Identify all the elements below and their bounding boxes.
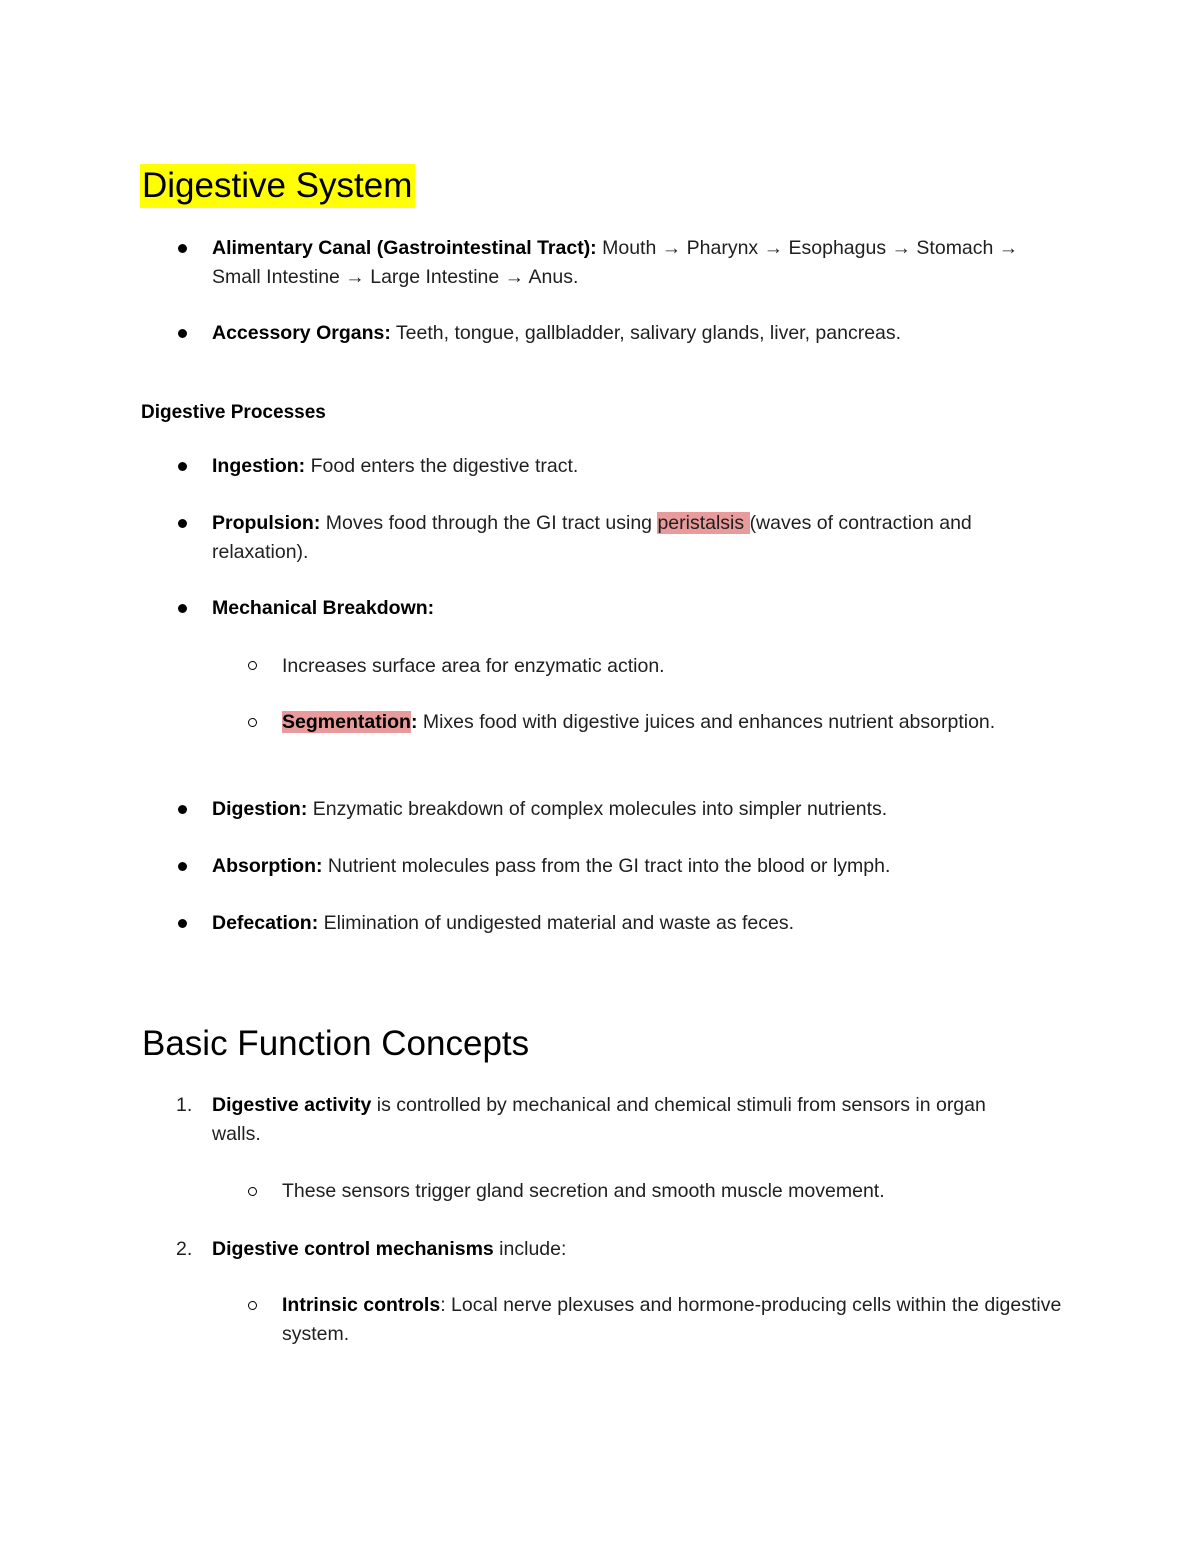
item-label: Digestive control mechanisms [212, 1238, 494, 1260]
sub-item-segmentation [282, 708, 1002, 737]
bullet-icon [178, 519, 187, 528]
list-item-absorption [212, 852, 1072, 881]
item-text: (waves of contraction and relaxation). [212, 512, 972, 563]
item-text: Enzymatic breakdown of complex molecules into simpler nutrients. [307, 798, 888, 820]
item-label: Digestion: [212, 798, 308, 820]
list-item-digestion [212, 795, 1072, 824]
list-item-alimentary-canal [212, 234, 1032, 292]
list-number: 2. [176, 1238, 193, 1260]
sub-item-surface-area: Increases surface area for enzymatic action. [282, 655, 665, 677]
section-heading-digestive-processes: Digestive Processes [141, 402, 326, 423]
item-label-colon: : [410, 711, 418, 733]
list-item-mechanical-breakdown [212, 594, 1072, 623]
page-title [140, 164, 415, 208]
item-label: Alimentary Canal (Gastrointestinal Tract): [212, 237, 597, 259]
list-item-defecation [212, 909, 1072, 938]
bullet-icon [178, 244, 187, 253]
bullet-icon [178, 604, 187, 613]
item-text: Mouth → Pharynx → Esophagus → Stomach → Small Intestine → Large Intestine → Anus. [212, 237, 1019, 288]
sub-bullet-icon [248, 661, 257, 670]
list-item-propulsion [212, 509, 1072, 567]
list-number: 1. [176, 1094, 193, 1116]
page-title-text: Digestive System [140, 164, 415, 208]
numbered-item-digestive-control [212, 1235, 1032, 1264]
item-text: Mixes food with digestive juices and enhances nutrient absorption. [417, 711, 996, 733]
section-title-basic-function-concepts: Basic Function Concepts [142, 1024, 530, 1063]
item-label: Defecation: [212, 912, 319, 934]
highlighted-term-peristalsis: peristalsis [657, 512, 750, 534]
item-label: Ingestion: [212, 455, 306, 477]
list-item-accessory-organs [212, 319, 1072, 348]
highlighted-term-segmentation: Segmentation [282, 711, 411, 733]
item-text: : Local nerve plexuses and hormone-producing cells within the digestive system. [282, 1294, 1062, 1345]
item-text: is controlled by mechanical and chemical stimuli from sensors in organ walls. [212, 1094, 986, 1145]
bullet-icon [178, 919, 187, 928]
item-text: Nutrient molecules pass from the GI tract into the blood or lymph. [322, 855, 891, 877]
item-label: Intrinsic controls [282, 1294, 441, 1316]
item-label: Digestive activity [212, 1094, 372, 1116]
item-text: Moves food through the GI tract using [320, 512, 658, 534]
sub-bullet-icon [248, 718, 257, 727]
sub-item-intrinsic-controls [282, 1291, 1062, 1349]
item-text: Food enters the digestive tract. [305, 455, 579, 477]
bullet-icon [178, 329, 187, 338]
sub-item-sensors: These sensors trigger gland secretion and smooth muscle movement. [282, 1180, 885, 1202]
numbered-item-digestive-activity [212, 1091, 1032, 1149]
bullet-icon [178, 862, 187, 871]
sub-bullet-icon [248, 1187, 257, 1196]
bullet-icon [178, 805, 187, 814]
item-label: Mechanical Breakdown: [212, 597, 435, 619]
item-label: Propulsion: [212, 512, 321, 534]
item-text: Elimination of undigested material and waste as feces. [318, 912, 795, 934]
bullet-icon [178, 462, 187, 471]
list-item-ingestion [212, 452, 1072, 481]
item-text: include: [493, 1238, 567, 1260]
item-label: Absorption: [212, 855, 323, 877]
item-label: Accessory Organs: [212, 322, 391, 344]
item-text: Teeth, tongue, gallbladder, salivary glands, liver, pancreas. [390, 322, 902, 344]
sub-bullet-icon [248, 1301, 257, 1310]
